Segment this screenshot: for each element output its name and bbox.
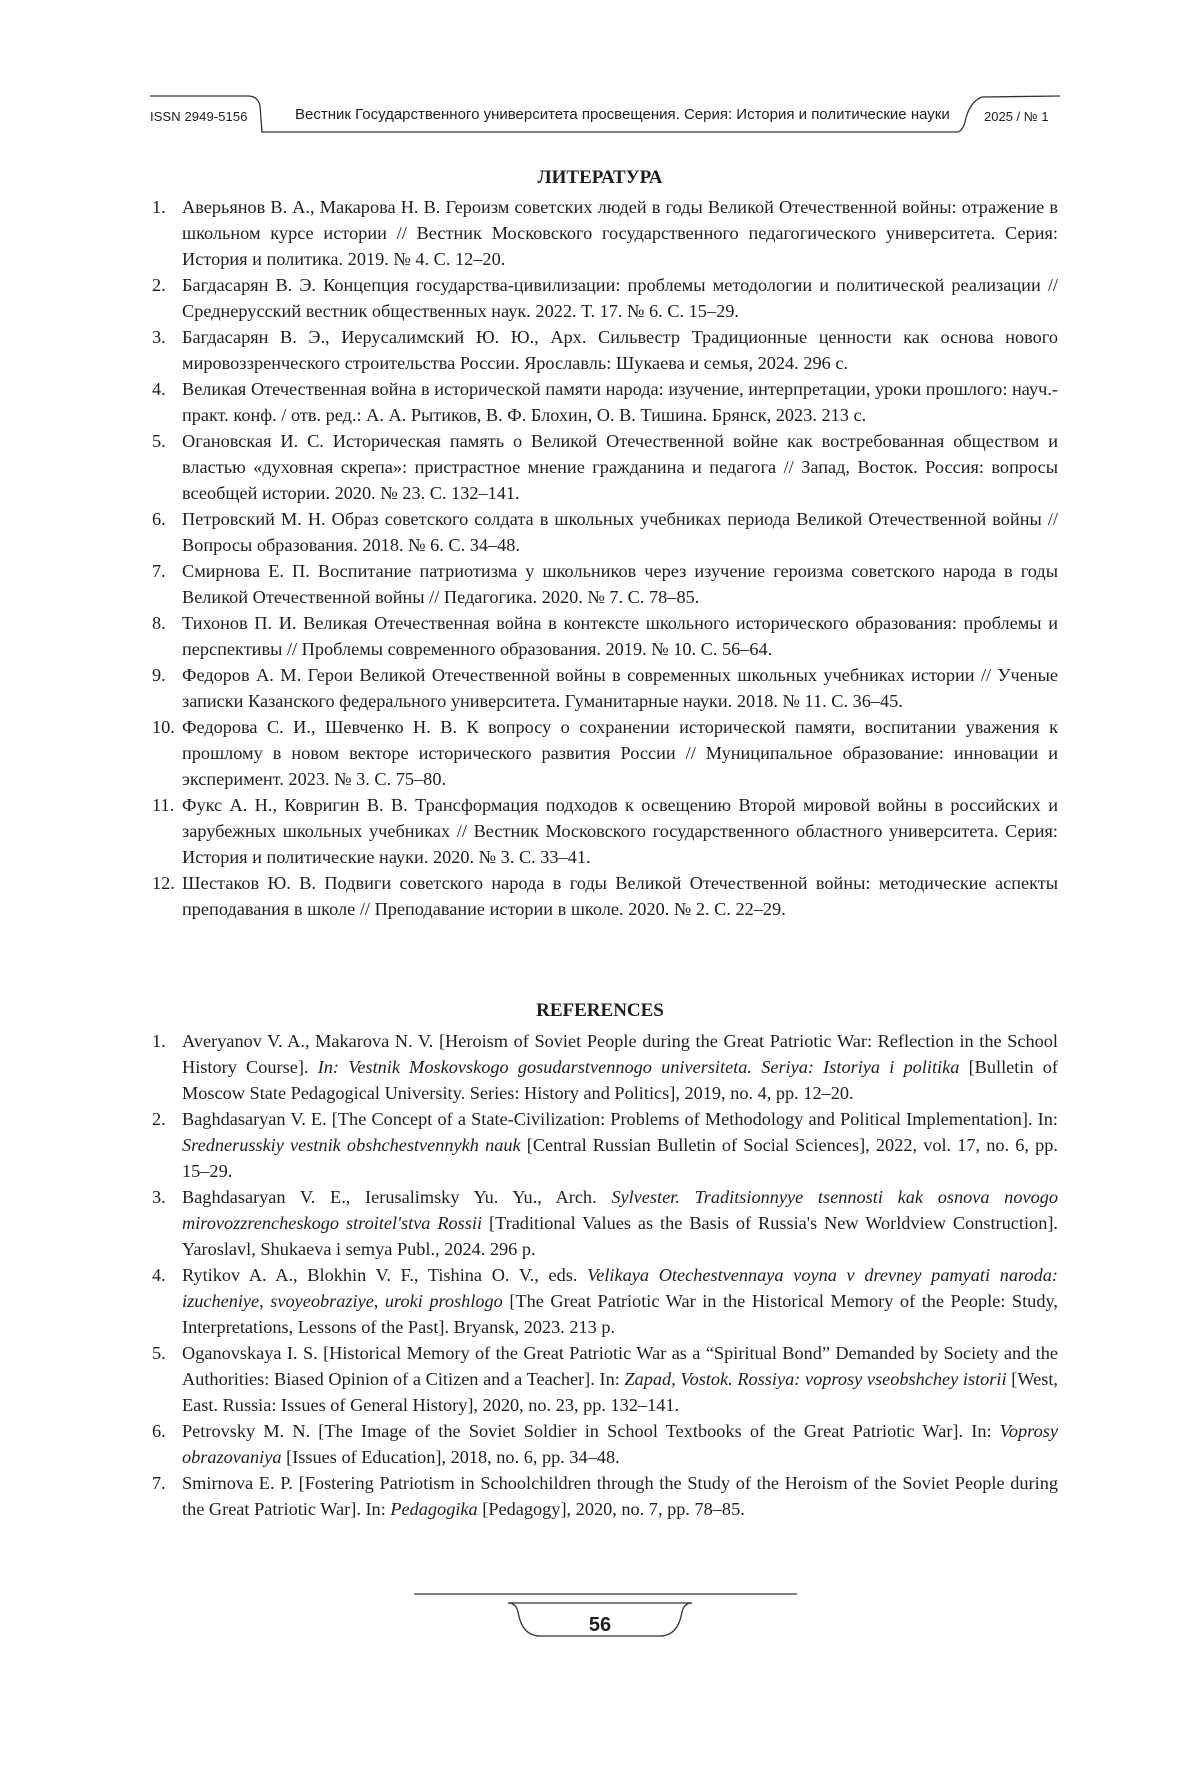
reference-item-number: 4. [152,1265,166,1285]
literature-item-number: 9. [152,665,166,685]
italic-title: Voprosy obrazovaniya [182,1421,1058,1467]
citation-text: [Central Russian Bulletin of Social Sciences], 2022, vol. 17, no. 6, pp. 15–29. [182,1135,1058,1181]
issue-number: 2025 / № 1 [984,109,1049,124]
literature-item-number: 2. [152,275,166,295]
citation-text: Фукс А. Н., Ковригин В. В. Трансформация подходов к освещению Второй мировой войны в российских и зарубежных школьных учебниках // Вестник Московского государственного областного университета. Серия: История и политические науки. 2020. № 3. С. 33–41. [182,795,1058,867]
italic-title: Velikaya Otechestvennaya voyna v drevney pamyati naroda: izucheniye, svoyeobraziye, uroki proshlogo [182,1265,1058,1311]
reference-item-number: 7. [152,1473,166,1493]
citation-text: Baghdasaryan V. E. [The Concept of a State-Civilization: Problems of Methodology and Political Implementation]. In: [182,1109,1058,1129]
literature-item-number: 3. [152,327,166,347]
citation-text: Шестаков Ю. В. Подвиги советского народа в годы Великой Отечественной войны: методические аспекты преподавания в школе // Преподавание истории в школе. 2020. № 2. С. 22–29. [182,873,1058,919]
reference-item-number: 2. [152,1109,166,1129]
literature-item-number: 1. [152,197,166,217]
italic-title: In: Vestnik Moskovskogo gosudarstvennogo universiteta. Seriya: Istoriya i politika [317,1057,960,1077]
citation-text: Огановская И. С. Историческая память о Великой Отечественной войне как востребованная обществом и властью «духовная скрепа»: пристрастное мнение гражданина и педагога // Запад, Восток. Россия: вопросы всеобщей истории. 2020. № 23. С. 132–141. [182,431,1058,503]
issn: ISSN 2949-5156 [150,109,248,124]
citation-text: [Bulletin of Moscow State Pedagogical University. Series: History and Politics], 2019, no. 4, pp. 12–20. [182,1057,1058,1103]
citation-text: Федоров А. М. Герои Великой Отечественной войны в современных школьных учебниках истории // Ученые записки Казанского федерального университета. Гуманитарные науки. 2018. № 11. С. 36–45. [182,665,1058,711]
citation-text: Багдасарян В. Э., Иерусалимский Ю. Ю., Арх. Сильвестр Традиционные ценности как основа нового мировоззренческого строительства России. Ярославль: Шукаева и семья, 2024. 296 с. [182,327,1058,373]
literature-item-number: 12. [152,873,175,893]
literature-item-number: 11. [152,795,175,815]
reference-item-number: 6. [152,1421,166,1441]
literature-item-number: 5. [152,431,166,451]
citation-text: Федорова С. И., Шевченко Н. В. К вопросу о сохранении исторической памяти, воспитании уважения к прошлому в новом векторе исторического развития России // Муниципальное образование: инновации и эксперимент. 2023. № 3. С. 75–80. [182,717,1058,789]
citation-text: [Traditional Values as the Basis of Russia's New Worldview Construction]. Yaroslavl, Shukaeva i semya Publ., 2024. 296 p. [182,1213,1058,1259]
literature-item-number: 6. [152,509,166,529]
citation-text: Великая Отечественная война в исторической памяти народа: изучение, интерпретации, уроки прошлого: науч.-практ. конф. / отв. ред.: А. А. Рытиков, В. Ф. Блохин, О. В. Тишина. Брянск, 2023. 213 с. [182,379,1058,425]
literature-item-number: 8. [152,613,166,633]
citation-text: [Issues of Education], 2018, no. 6, pp. 34–48. [281,1447,620,1467]
journal-title: Вестник Государственного университета просвещения. Серия: История и политические науки [295,106,950,123]
page-number: 56 [588,1614,612,1636]
literature-item-number: 7. [152,561,166,581]
citation-text: Oganovskaya I. S. [Historical Memory of the Great Patriotic War as a “Spiritual Bond” Demanded by Society and the Authorities: Biased Opinion of a Citizen and a Teacher]. In: [182,1343,1058,1389]
citation-text: Тихонов П. И. Великая Отечественная война в контексте школьного исторического образования: проблемы и перспективы // Проблемы современного образования. 2019. № 10. С. 56–64. [182,613,1058,659]
citation-text: [Pedagogy], 2020, no. 7, pp. 78–85. [477,1499,745,1519]
italic-title: Sylvester. Traditsionnyye tsennosti kak osnova novogo mirovozzrencheskogo stroitel'stva Rossii [182,1187,1058,1233]
citation-text: Багдасарян В. Э. Концепция государства-цивилизации: проблемы методологии и политической реализации // Среднерусский вестник общественных наук. 2022. Т. 17. № 6. С. 15–29. [182,275,1058,321]
citation-text: Smirnova E. P. [Fostering Patriotism in Schoolchildren through the Study of the Heroism of the Soviet People during the Great Patriotic War]. In: [182,1473,1058,1519]
citation-text: Rytikov A. A., Blokhin V. F., Tishina O. V., eds. [182,1265,588,1285]
reference-item-number: 5. [152,1343,166,1363]
citation-text: Baghdasaryan V. E., Ierusalimsky Yu. Yu., Arch. [182,1187,612,1207]
citation-text: Смирнова Е. П. Воспитание патриотизма у школьников через изучение героизма советского народа в годы Великой Отечественной войны // Педагогика. 2020. № 7. С. 78–85. [182,561,1058,607]
reference-item-number: 1. [152,1031,166,1051]
italic-title: Pedagogika [390,1499,478,1519]
citation-text: Averyanov V. A., Makarova N. V. [Heroism of Soviet People during the Great Patriotic War: Reflection in the School History Course]. [182,1031,1058,1077]
reference-item-number: 3. [152,1187,166,1207]
citation-text: Аверьянов В. А., Макарова Н. В. Героизм советских людей в годы Великой Отечественной войны: отражение в школьном курсе истории // Вестник Московского государственного педагогического университета. Серия: История и политика. 2019. № 4. С. 12–20. [182,197,1058,269]
citation-text: Петровский М. Н. Образ советского солдата в школьных учебниках периода Великой Отечественной войны // Вопросы образования. 2018. № 6. С. 34–48. [182,509,1058,555]
citation-text: [The Great Patriotic War in the Historical Memory of the People: Study, Interpretations, Lessons of the Past]. Bryansk, 2023. 213 p. [182,1291,1058,1337]
references-title: REFERENCES [536,1000,664,1021]
italic-title: Srednerusskiy vestnik obshchestvennykh nauk [182,1135,521,1155]
literature-item-number: 10. [152,717,175,737]
literature-title: ЛИТЕРАТУРА [537,167,663,188]
italic-title: Zapad, Vostok. Rossiya: voprosy vseobshchey istorii [624,1369,1007,1389]
citation-text: [West, East. Russia: Issues of General History], 2020, no. 23, pp. 132–141. [182,1369,1058,1415]
literature-item-number: 4. [152,379,166,399]
citation-text: Petrovsky M. N. [The Image of the Soviet Soldier in School Textbooks of the Great Patriotic War]. In: [182,1421,1000,1441]
